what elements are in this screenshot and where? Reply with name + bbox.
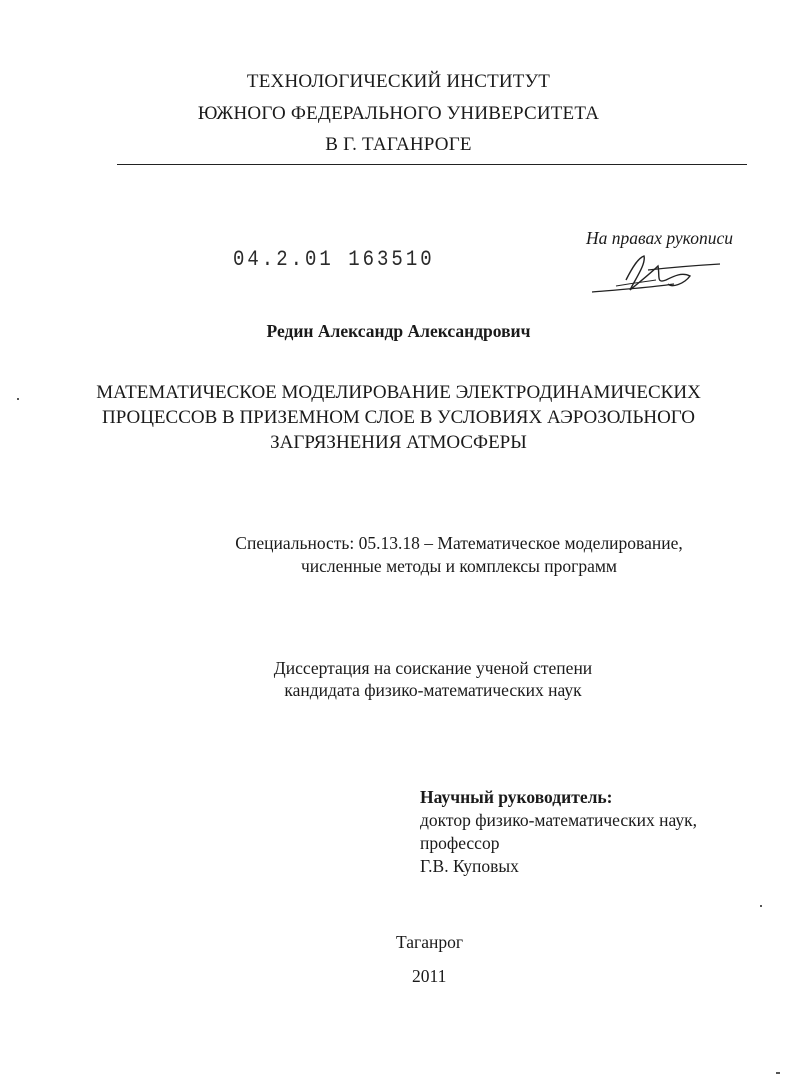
scan-speck xyxy=(760,905,762,907)
specialty-line-2: численные методы и комплексы программ xyxy=(301,556,617,576)
institution-line-1: ТЕХНОЛОГИЧЕСКИЙ ИНСТИТУТ xyxy=(246,71,551,92)
institution-line-2: ЮЖНОГО ФЕДЕРАЛЬНОГО УНИВЕРСИТЕТА xyxy=(197,103,600,124)
institution-line-3: В Г. ТАГАНРОГЕ xyxy=(325,134,472,155)
supervisor-heading: Научный руководитель: xyxy=(420,787,613,807)
city: Таганрог xyxy=(396,932,464,952)
author-name: Редин Александр Александрович xyxy=(266,321,531,341)
supervisor-rank: профессор xyxy=(420,833,500,853)
registration-stamp: 04.2.01 163510 xyxy=(233,246,435,272)
scan-speck xyxy=(17,398,19,400)
supervisor-degree: доктор физико-математических наук, xyxy=(420,810,697,830)
header-divider xyxy=(117,164,747,165)
dissertation-title xyxy=(0,380,797,455)
manuscript-note: На правах рукописи xyxy=(586,228,733,248)
degree-line-2: кандидата физико-математических наук xyxy=(284,680,582,700)
specialty-line-1: Специальность: 05.13.18 – Математическое моделирование, xyxy=(235,533,683,553)
title-line-1: МАТЕМАТИЧЕСКОЕ МОДЕЛИРОВАНИЕ ЭЛЕКТРОДИНАМИЧЕСКИХ xyxy=(96,382,701,403)
signature-icon xyxy=(586,250,726,298)
title-line-2: ПРОЦЕССОВ В ПРИЗЕМНОМ СЛОЕ В УСЛОВИЯХ АЭРОЗОЛЬНОГО xyxy=(101,407,696,428)
year: 2011 xyxy=(412,966,447,986)
dissertation-degree xyxy=(258,657,608,701)
supervisor-name: Г.В. Куповых xyxy=(420,856,519,876)
scan-speck xyxy=(776,1072,780,1074)
specialty xyxy=(214,532,704,578)
title-line-3: ЗАГРЯЗНЕНИЯ АТМОСФЕРЫ xyxy=(270,432,527,453)
supervisor-block xyxy=(420,786,697,878)
degree-line-1: Диссертация на соискание ученой степени xyxy=(273,658,593,678)
